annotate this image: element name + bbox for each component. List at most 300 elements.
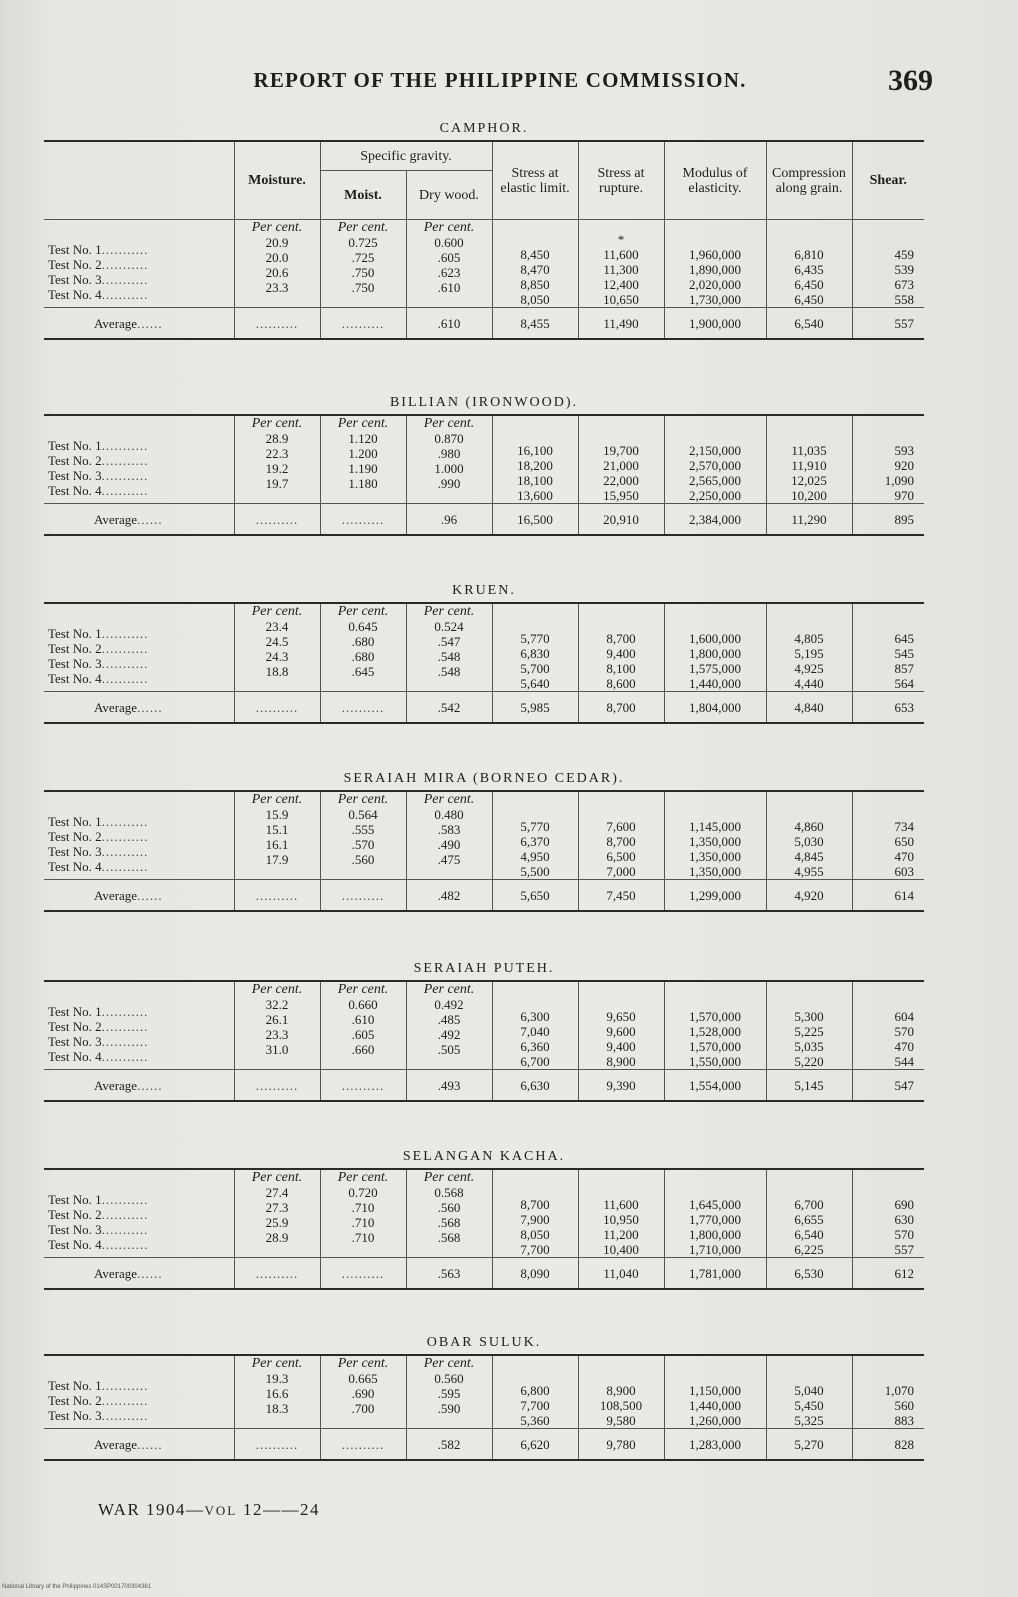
section-title: CAMPHOR. [439, 121, 529, 136]
value: 544 [894, 1054, 914, 1069]
average-moisture [234, 1070, 320, 1102]
value: 1,260,000 [689, 1413, 741, 1428]
value: 8,850 [520, 277, 550, 292]
value: 1.200 [348, 446, 378, 461]
value: 1,070 [884, 1383, 914, 1398]
spacer [669, 1182, 762, 1197]
value: 0.660 [348, 997, 378, 1012]
value: 16.6 [265, 1386, 289, 1401]
value: 1,800,000 [689, 646, 741, 661]
shear-cell [852, 791, 924, 880]
asterisk-mark: * [617, 232, 625, 247]
spacer [857, 232, 915, 247]
value: .590 [437, 1401, 461, 1416]
average-moist [320, 880, 406, 912]
compression-cell [766, 415, 852, 504]
value: 1,890,000 [689, 262, 741, 277]
test-label-text: Test No. 3 [48, 656, 102, 671]
test-label [48, 626, 230, 641]
leader-dots: ........... [101, 829, 149, 844]
value: 10,400 [603, 1242, 639, 1257]
unit-per-cent: Per cent. [423, 1170, 475, 1185]
value: 6,700 [520, 1054, 550, 1069]
value: 5,220 [794, 1054, 824, 1069]
value: 0.645 [348, 619, 378, 634]
spacer [669, 616, 762, 631]
average-dry: .542 [406, 692, 492, 724]
elastic-limit-cell [492, 603, 578, 692]
leader-dots: ........... [101, 1034, 149, 1049]
value: 6,450 [794, 292, 824, 307]
leader-dots: .......... [341, 887, 385, 903]
compression-cell [766, 1169, 852, 1258]
test-label-text: Test No. 1 [48, 1004, 102, 1019]
leader-dots: ...... [137, 315, 163, 331]
value: 18.3 [265, 1401, 289, 1416]
value: .583 [437, 822, 461, 837]
value: 23.4 [265, 619, 289, 634]
unit-per-cent: Per cent. [423, 792, 475, 807]
value: .710 [351, 1200, 375, 1215]
average-label [44, 1258, 234, 1290]
value: .610 [351, 1012, 375, 1027]
spacer [771, 232, 848, 247]
test-label-text: Test No. 3 [48, 1034, 102, 1049]
test-label-text: Test No. 4 [48, 483, 102, 498]
value: .560 [437, 1200, 461, 1215]
value: 4,925 [794, 661, 824, 676]
value: 1.000 [434, 461, 464, 476]
test-label [48, 1004, 230, 1019]
spacer [669, 1368, 762, 1383]
value: 9,400 [606, 1039, 636, 1054]
spacer [857, 428, 915, 443]
value: .990 [437, 476, 461, 491]
value: .725 [351, 250, 375, 265]
wood-section [44, 1332, 924, 1461]
test-labels [44, 415, 234, 504]
dry-wood-cell [406, 220, 492, 308]
value: 8,700 [520, 1197, 550, 1212]
spacer [497, 616, 574, 631]
test-label-text: Test No. 1 [48, 814, 102, 829]
rupture-cell [578, 1169, 664, 1258]
value: 4,805 [794, 631, 824, 646]
value: 12,400 [603, 277, 639, 292]
header-stress-elastic: Stress at elastic limit. [492, 141, 578, 220]
value: 6,655 [794, 1212, 824, 1227]
section-title: SELANGAN KACHA. [402, 1149, 566, 1164]
value: 0.560 [434, 1371, 464, 1386]
value: 22,000 [603, 473, 639, 488]
moisture-cell [234, 1355, 320, 1429]
test-label [48, 641, 230, 656]
leader-dots: ........... [101, 483, 149, 498]
average-compression: 4,840 [766, 692, 852, 724]
value: 11,035 [791, 443, 827, 458]
value: 6,360 [520, 1039, 550, 1054]
average-moisture [234, 1429, 320, 1461]
average-rupture: 9,780 [578, 1429, 664, 1461]
test-label [48, 1237, 230, 1252]
value: 1,600,000 [689, 631, 741, 646]
value: 9,580 [606, 1413, 636, 1428]
average-dry: .482 [406, 880, 492, 912]
value: .605 [437, 250, 461, 265]
value: 1,090 [884, 473, 914, 488]
value: 0.564 [348, 807, 378, 822]
strength-table [44, 414, 924, 536]
value: 734 [894, 819, 914, 834]
average-elastic: 6,630 [492, 1070, 578, 1102]
value: 593 [894, 443, 914, 458]
average-label [44, 692, 234, 724]
section-title: SERAIAH PUTEH. [413, 961, 555, 976]
spacer [771, 616, 848, 631]
leader-dots: .......... [341, 1077, 385, 1093]
value: 5,300 [794, 1009, 824, 1024]
average-moist [320, 1429, 406, 1461]
leader-dots: ........... [101, 257, 149, 272]
value: 16.1 [265, 837, 289, 852]
value: 7,040 [520, 1024, 550, 1039]
value: 0.665 [348, 1371, 378, 1386]
value: 1,150,000 [689, 1383, 741, 1398]
value: 1,440,000 [689, 676, 741, 691]
average-moist [320, 1070, 406, 1102]
spacer [583, 428, 660, 443]
value: 2,020,000 [689, 277, 741, 292]
value: 6,225 [794, 1242, 824, 1257]
test-label-text: Test No. 2 [48, 1019, 102, 1034]
unit-per-cent: Per cent. [251, 416, 303, 431]
unit-per-cent: Per cent. [337, 982, 389, 997]
footer-suffix: 12——24 [237, 1500, 320, 1519]
leader-dots: .......... [255, 1265, 299, 1281]
value: 1,770,000 [689, 1212, 741, 1227]
leader-dots: ...... [137, 1265, 163, 1281]
test-label-text: Test No. 3 [48, 1408, 102, 1423]
shear-cell [852, 981, 924, 1070]
spacer [669, 994, 762, 1009]
rupture-cell [578, 603, 664, 692]
average-compression: 6,540 [766, 308, 852, 340]
elastic-limit-cell [492, 220, 578, 308]
average-compression: 11,290 [766, 504, 852, 536]
average-rupture: 7,450 [578, 880, 664, 912]
value: 5,500 [520, 864, 550, 879]
value: 28.9 [265, 431, 289, 446]
value: 4,950 [520, 849, 550, 864]
average-shear: 557 [852, 308, 924, 340]
average-elastic: 8,455 [492, 308, 578, 340]
value: .568 [437, 1215, 461, 1230]
value: .710 [351, 1215, 375, 1230]
value: 5,030 [794, 834, 824, 849]
value: 1.180 [348, 476, 378, 491]
test-label-text: Test No. 4 [48, 287, 102, 302]
unit-per-cent: Per cent. [337, 1356, 389, 1371]
header-compression: Compression along grain. [766, 141, 852, 220]
unit-per-cent: Per cent. [337, 416, 389, 431]
leader-dots: ........... [101, 671, 149, 686]
test-label [48, 1378, 230, 1393]
value: 1,645,000 [689, 1197, 741, 1212]
modulus-cell [664, 1355, 766, 1429]
test-label [48, 1049, 230, 1064]
average-moist [320, 1258, 406, 1290]
value: 6,370 [520, 834, 550, 849]
footer-vol: VOL [204, 1503, 238, 1518]
value: 5,770 [520, 631, 550, 646]
average-label [44, 504, 234, 536]
leader-dots: ........... [101, 1393, 149, 1408]
leader-dots: ........... [101, 1004, 149, 1019]
unit-per-cent: Per cent. [423, 416, 475, 431]
modulus-cell [664, 981, 766, 1070]
average-text: Average [94, 315, 138, 331]
value: 1,350,000 [689, 834, 741, 849]
value: .610 [437, 280, 461, 295]
value: 570 [894, 1227, 914, 1242]
value: 604 [894, 1009, 914, 1024]
average-modulus: 1,283,000 [664, 1429, 766, 1461]
value: 18.8 [265, 664, 289, 679]
average-elastic: 8,090 [492, 1258, 578, 1290]
value: 2,565,000 [689, 473, 741, 488]
value: 2,250,000 [689, 488, 741, 503]
leader-dots: ........... [101, 468, 149, 483]
average-compression: 6,530 [766, 1258, 852, 1290]
test-label [48, 814, 230, 829]
value: 8,050 [520, 1227, 550, 1242]
test-labels [44, 1355, 234, 1429]
leader-dots: ........... [101, 626, 149, 641]
average-text: Average [94, 887, 138, 903]
test-label [48, 438, 230, 453]
value: 7,900 [520, 1212, 550, 1227]
average-moisture [234, 308, 320, 340]
spacer [497, 994, 574, 1009]
spacer [497, 1368, 574, 1383]
value: 1,730,000 [689, 292, 741, 307]
value: 1,960,000 [689, 247, 741, 262]
value: 13,600 [517, 488, 553, 503]
leader-dots: ........... [101, 844, 149, 859]
test-label [48, 468, 230, 483]
spacer [497, 428, 574, 443]
elastic-limit-cell [492, 415, 578, 504]
leader-dots: ........... [101, 1192, 149, 1207]
value: 650 [894, 834, 914, 849]
modulus-cell [664, 791, 766, 880]
test-label-text: Test No. 4 [48, 859, 102, 874]
value: 1,350,000 [689, 849, 741, 864]
average-modulus: 1,554,000 [664, 1070, 766, 1102]
value: 630 [894, 1212, 914, 1227]
leader-dots: ........... [101, 814, 149, 829]
average-moist [320, 692, 406, 724]
moist-cell [320, 415, 406, 504]
leader-dots: ........... [101, 1049, 149, 1064]
leader-dots: .......... [255, 1436, 299, 1452]
value: 27.4 [265, 1185, 289, 1200]
value: .623 [437, 265, 461, 280]
modulus-cell [664, 1169, 766, 1258]
average-dry: .610 [406, 308, 492, 340]
elastic-limit-cell [492, 1355, 578, 1429]
average-moisture [234, 880, 320, 912]
test-label-text: Test No. 4 [48, 671, 102, 686]
value: 11,600 [603, 1197, 639, 1212]
header-blank [44, 141, 234, 220]
value: 5,450 [794, 1398, 824, 1413]
value: 32.2 [265, 997, 289, 1012]
moisture-cell [234, 415, 320, 504]
strength-table [44, 602, 924, 724]
leader-dots: .......... [255, 699, 299, 715]
value: 11,200 [603, 1227, 639, 1242]
value: 28.9 [265, 1230, 289, 1245]
test-label [48, 1034, 230, 1049]
rupture-cell [578, 220, 664, 308]
value: .605 [351, 1027, 375, 1042]
test-label [48, 1192, 230, 1207]
leader-dots: ........... [101, 1408, 149, 1423]
value: 7,700 [520, 1242, 550, 1257]
spacer [771, 428, 848, 443]
value: 25.9 [265, 1215, 289, 1230]
spacer [771, 1368, 848, 1383]
test-label-text: Test No. 2 [48, 829, 102, 844]
spacer [583, 1368, 660, 1383]
value: 7,700 [520, 1398, 550, 1413]
average-elastic: 6,620 [492, 1429, 578, 1461]
moist-cell [320, 981, 406, 1070]
value: 459 [894, 247, 914, 262]
average-modulus: 2,384,000 [664, 504, 766, 536]
value: 8,700 [606, 631, 636, 646]
strength-table [44, 980, 924, 1102]
moist-cell [320, 1355, 406, 1429]
test-label [48, 453, 230, 468]
value: 18,200 [517, 458, 553, 473]
value: 545 [894, 646, 914, 661]
value: 0.870 [434, 431, 464, 446]
value: 22.3 [265, 446, 289, 461]
value: 857 [894, 661, 914, 676]
running-head: REPORT OF THE PHILIPPINE COMMISSION. [253, 68, 747, 92]
average-rupture: 9,390 [578, 1070, 664, 1102]
leader-dots: ........... [101, 1019, 149, 1034]
moisture-cell [234, 791, 320, 880]
value: 24.3 [265, 649, 289, 664]
value: 6,540 [794, 1227, 824, 1242]
value: 8,600 [606, 676, 636, 691]
value: 8,700 [606, 834, 636, 849]
compression-cell [766, 1355, 852, 1429]
average-moisture [234, 1258, 320, 1290]
value: 0.600 [434, 235, 464, 250]
value: 6,810 [794, 247, 824, 262]
value: 6,500 [606, 849, 636, 864]
average-dry: .96 [406, 504, 492, 536]
test-label-text: Test No. 2 [48, 453, 102, 468]
section-title: SERAIAH MIRA (BORNEO CEDAR). [343, 771, 625, 786]
wood-section [44, 768, 924, 912]
value: 20.9 [265, 235, 289, 250]
value: 9,600 [606, 1024, 636, 1039]
header-moist: Moist. [320, 171, 406, 220]
moisture-cell [234, 1169, 320, 1258]
value: 2,150,000 [689, 443, 741, 458]
rupture-cell [578, 791, 664, 880]
unit-per-cent: Per cent. [337, 1170, 389, 1185]
leader-dots: ........... [101, 641, 149, 656]
test-label-text: Test No. 2 [48, 1393, 102, 1408]
test-label-text: Test No. 2 [48, 257, 102, 272]
value: 16,100 [517, 443, 553, 458]
value: 1.190 [348, 461, 378, 476]
value: 4,860 [794, 819, 824, 834]
test-label-text: Test No. 1 [48, 1192, 102, 1207]
value: 2,570,000 [689, 458, 741, 473]
value: 7,000 [606, 864, 636, 879]
unit-per-cent: Per cent. [423, 604, 475, 619]
value: 108,500 [599, 1398, 643, 1413]
spacer [497, 232, 574, 247]
test-label-text: Test No. 2 [48, 1207, 102, 1222]
rupture-cell [578, 981, 664, 1070]
value: 1,570,000 [689, 1039, 741, 1054]
header-moisture: Moisture. [234, 141, 320, 220]
value: 11,910 [791, 458, 827, 473]
test-label [48, 844, 230, 859]
value: 15.9 [265, 807, 289, 822]
modulus-cell [664, 415, 766, 504]
average-modulus: 1,781,000 [664, 1258, 766, 1290]
test-labels [44, 220, 234, 308]
spacer [857, 1368, 915, 1383]
value: 5,035 [794, 1039, 824, 1054]
leader-dots: ........... [101, 438, 149, 453]
average-label [44, 1070, 234, 1102]
moist-cell [320, 1169, 406, 1258]
leader-dots: .......... [255, 511, 299, 527]
value: 470 [894, 1039, 914, 1054]
average-shear: 828 [852, 1429, 924, 1461]
average-modulus: 1,299,000 [664, 880, 766, 912]
value: 23.3 [265, 1027, 289, 1042]
value: 19.3 [265, 1371, 289, 1386]
value: 10,950 [603, 1212, 639, 1227]
value: 570 [894, 1024, 914, 1039]
spacer [669, 804, 762, 819]
value: 8,050 [520, 292, 550, 307]
leader-dots: ........... [101, 859, 149, 874]
dry-wood-cell [406, 415, 492, 504]
value: .700 [351, 1401, 375, 1416]
unit-per-cent: Per cent. [251, 982, 303, 997]
compression-cell [766, 981, 852, 1070]
value: 673 [894, 277, 914, 292]
strength-table [44, 140, 924, 340]
test-label-text: Test No. 2 [48, 641, 102, 656]
shear-cell [852, 1355, 924, 1429]
modulus-cell [664, 603, 766, 692]
test-label [48, 1408, 230, 1423]
scan-credit: National Library of the Philippines 014SP001700304361 [2, 1584, 152, 1590]
